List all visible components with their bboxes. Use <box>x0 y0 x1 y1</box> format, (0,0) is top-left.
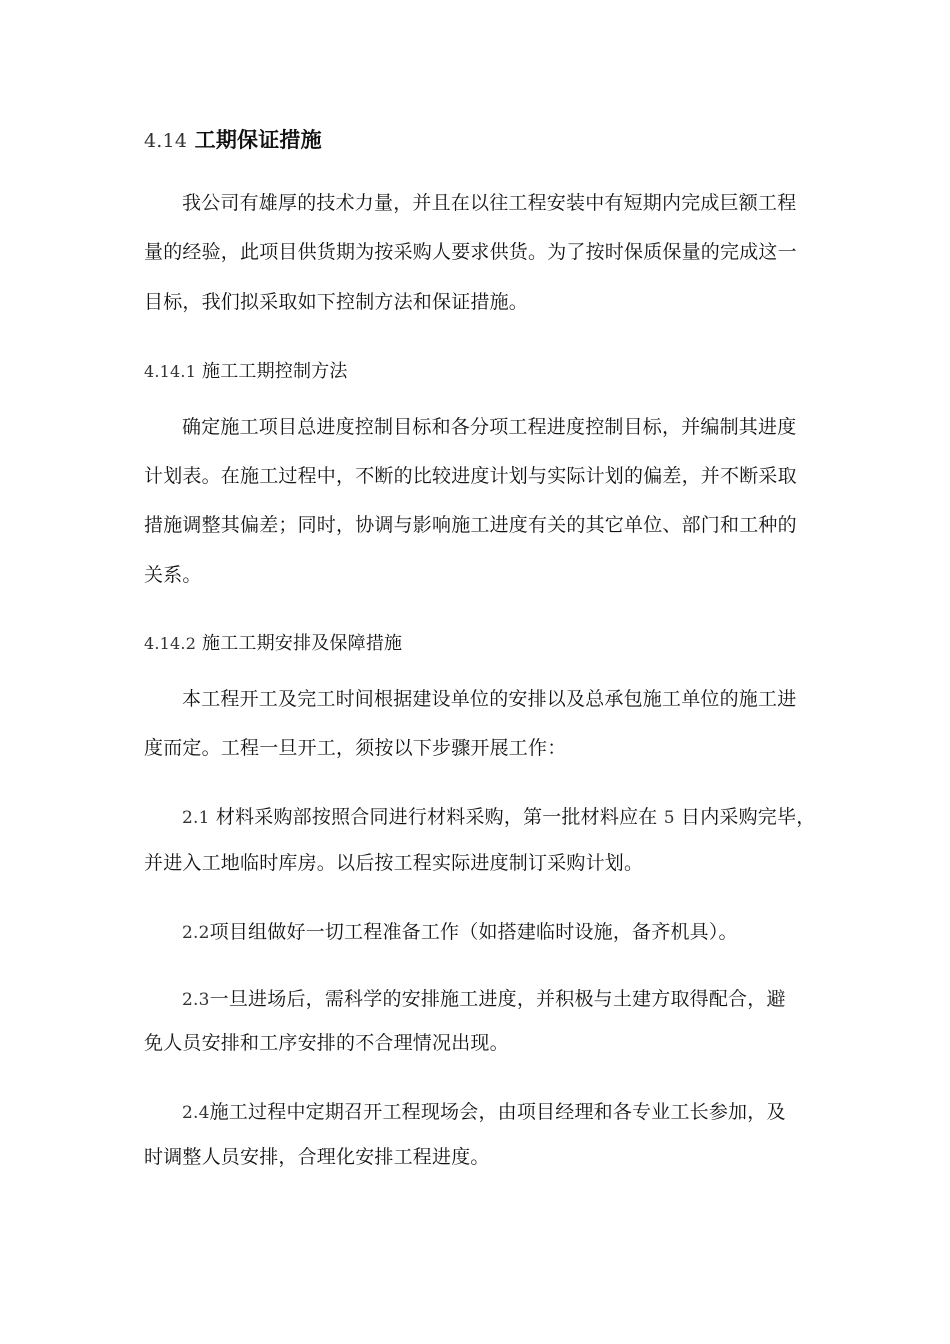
step-2-1-number: 2.1 <box>182 808 210 828</box>
subsection-2-heading <box>144 632 402 656</box>
step-2-1-line-1 <box>182 805 815 830</box>
step-2-3-text: 一旦进场后，需科学的安排施工进度，并积极与土建方取得配合，避 <box>209 988 786 1010</box>
intro-line-2: 量的经验，此项目供货期为按采购人要求供货。为了按时保质保量的完成这一 <box>144 241 797 263</box>
sub1-line-4: 关系。 <box>144 564 202 586</box>
intro-line-3: 目标，我们拟采取如下控制方法和保证措施。 <box>144 291 529 313</box>
step-2-1-text-a: 材料采购部按照合同进行材料采购，第一批材料应在 <box>209 806 664 828</box>
section-number: 4.14 <box>144 130 188 152</box>
sub1-line-3: 措施调整其偏差；同时，协调与影响施工进度有关的其它单位、部门和工种的 <box>144 514 797 536</box>
intro-line-1: 我公司有雄厚的技术力量，并且在以往工程安装中有短期内完成巨额工程 <box>182 192 797 214</box>
sub2-line-2: 度而定。工程一旦开工，须按以下步骤开展工作： <box>144 737 567 759</box>
step-2-1-text-b: 日内采购完毕， <box>674 806 816 828</box>
step-2-4-number: 2.4 <box>182 1103 210 1123</box>
step-2-4-line-1 <box>182 1100 786 1125</box>
step-2-2-text: 项目组做好一切工程准备工作（如搭建临时设施，备齐机具）。 <box>209 921 738 943</box>
step-2-4-line-2: 时调整人员安排，合理化安排工程进度。 <box>144 1146 490 1168</box>
subsection-2-number: 4.14.2 <box>144 634 197 653</box>
step-2-4-text: 施工过程中定期召开工程现场会，由项目经理和各专业工长参加，及 <box>209 1101 786 1123</box>
step-2-1-line-2: 并进入工地临时库房。以后按工程实际进度制订采购计划。 <box>144 852 644 874</box>
subsection-1-title: 施工工期控制方法 <box>202 361 348 382</box>
subsection-1-heading <box>144 360 348 384</box>
step-2-1-days: 5 <box>663 808 675 828</box>
section-title: 工期保证措施 <box>194 128 322 152</box>
sub2-line-1: 本工程开工及完工时间根据建设单位的安排以及总承包施工单位的施工进 <box>182 688 797 710</box>
step-2-2-number: 2.2 <box>182 923 210 943</box>
step-2-3-line-2: 免人员安排和工序安排的不合理情况出现。 <box>144 1032 509 1054</box>
subsection-2-title: 施工工期安排及保障措施 <box>202 633 403 654</box>
step-2-2-line-1 <box>182 920 738 945</box>
sub1-line-1: 确定施工项目总进度控制目标和各分项工程进度控制目标，并编制其进度 <box>182 416 797 438</box>
subsection-1-number: 4.14.1 <box>144 362 197 381</box>
step-2-3-line-1 <box>182 987 786 1012</box>
sub1-line-2: 计划表。在施工过程中，不断的比较进度计划与实际计划的偏差，并不断采取 <box>144 465 797 487</box>
section-heading <box>144 128 322 153</box>
step-2-3-number: 2.3 <box>182 990 210 1010</box>
